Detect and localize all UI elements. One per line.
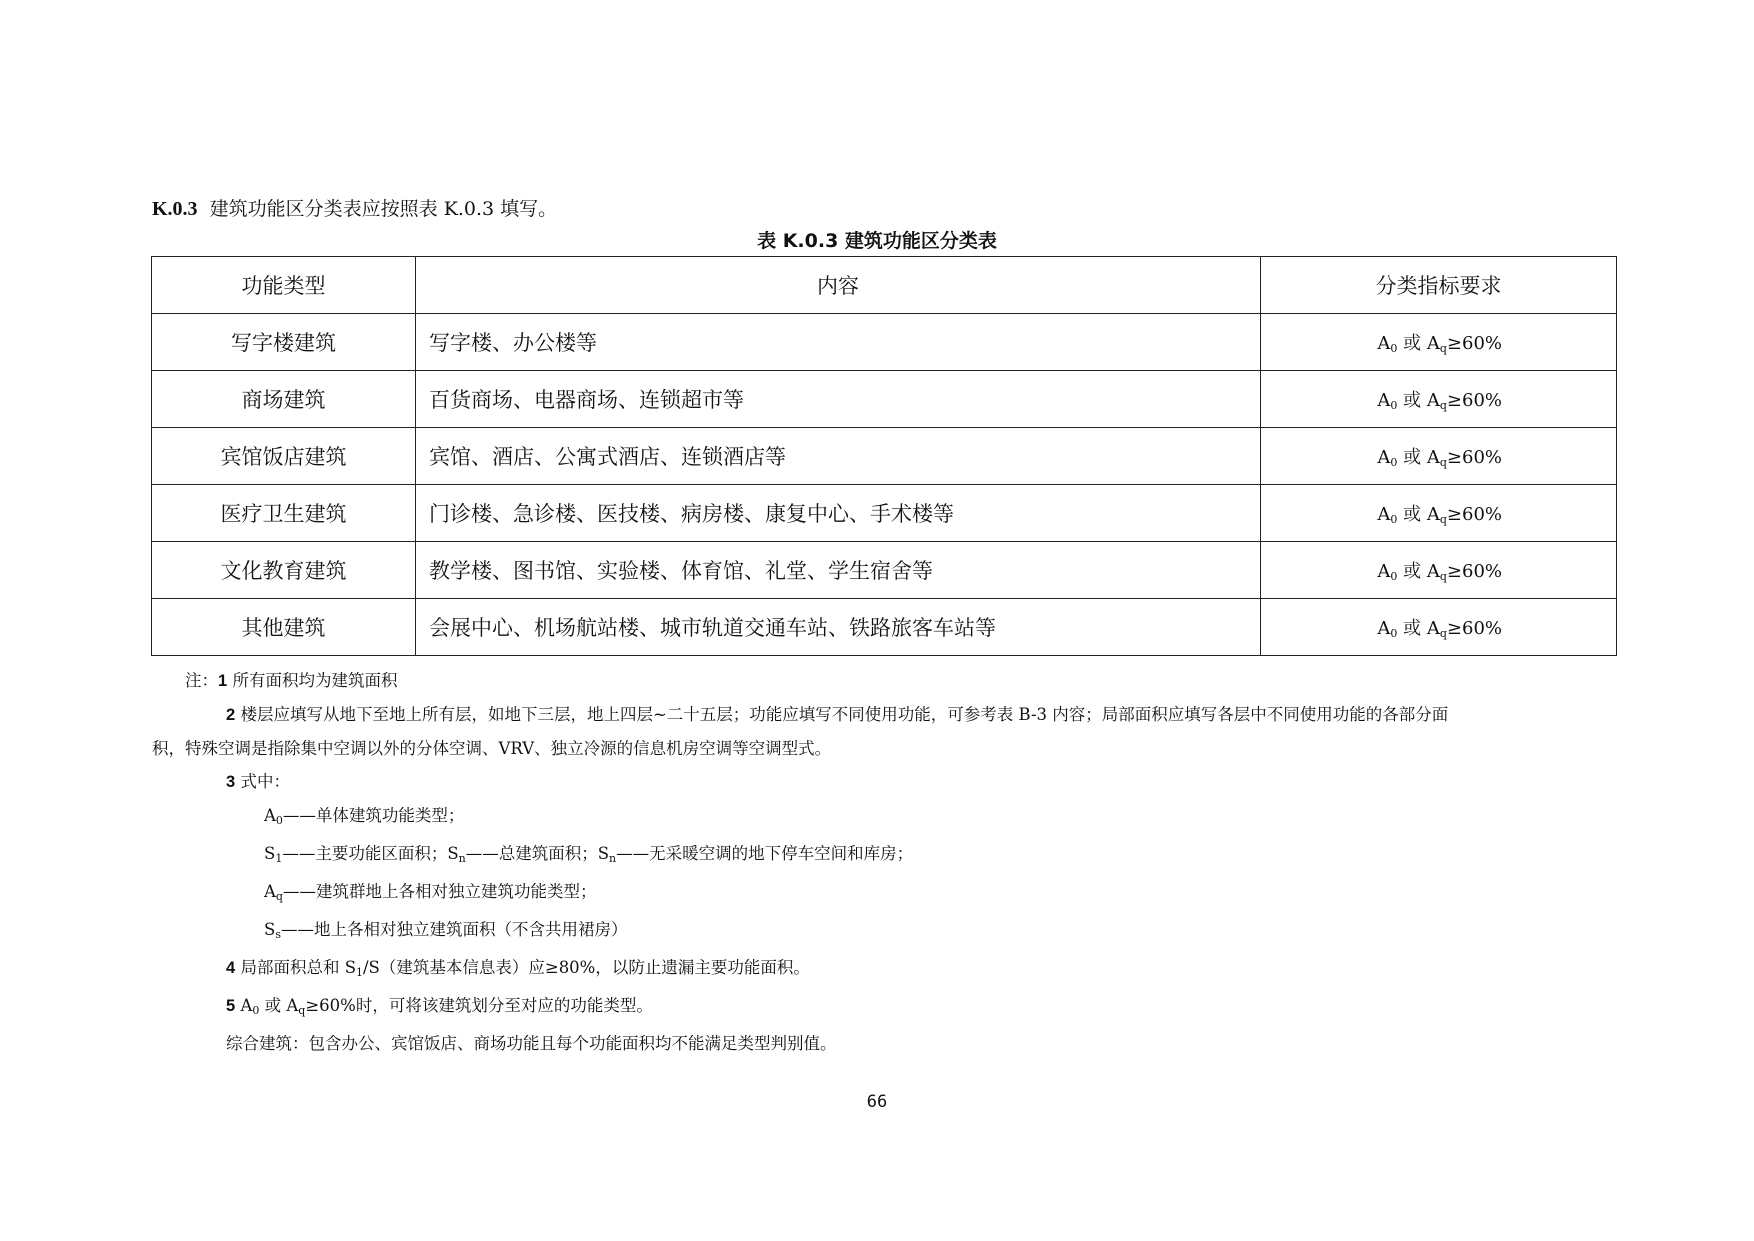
row-content: 写字楼、办公楼等 [416, 314, 1261, 371]
row-content: 会展中心、机场航站楼、城市轨道交通车站、铁路旅客车站等 [416, 599, 1261, 656]
table-row [152, 599, 1617, 656]
table-notes [152, 664, 1622, 1060]
def-aq: $A_q——$建筑群地上各相对独立建筑功能类型； [264, 882, 597, 903]
table-caption: 表 K.0.3 建筑功能区分类表 [757, 230, 997, 252]
page-number: 66 [866, 1092, 888, 1112]
def-s-areas: $S_1——$主要功能区面积；$S_n——$总建筑面积；$S_n——$无采暖空调的地下停车空间和库房； [264, 844, 914, 865]
table-row [152, 314, 1617, 371]
note-composite: 综合建筑：包含办公、宾馆饭店、商场功能且每个功能面积均不能满足类型判别值。 [226, 1034, 837, 1053]
clause-body: 建筑功能区分类表应按照表 K.0.3 填写。 [209, 198, 558, 220]
table-row [152, 485, 1617, 542]
row-content: 百货商场、电器商场、连锁超市等 [416, 371, 1261, 428]
def-a0: $A_0——$单体建筑功能类型； [264, 806, 465, 827]
note-4: 4 局部面积总和 $S_1/S$（建筑基本信息表）应≥80%，以防止遗漏主要功能面积。 [226, 958, 810, 979]
row-type: 医疗卫生建筑 [152, 485, 416, 542]
row-requirement: $A_0$ 或 $A_q\ge 60\%$ [1261, 542, 1617, 599]
row-content: 门诊楼、急诊楼、医技楼、病房楼、康复中心、手术楼等 [416, 485, 1261, 542]
table-row [152, 371, 1617, 428]
row-requirement: $A_0$ 或 $A_q\ge 60\%$ [1261, 428, 1617, 485]
function-classification-table [151, 256, 1617, 656]
header-function-type: 功能类型 [152, 257, 416, 314]
def-sa: $S_s——$地上各相对独立建筑面积（不含共用裙房） [264, 920, 628, 941]
row-type: 其他建筑 [152, 599, 416, 656]
clause-text [152, 194, 557, 221]
row-type: 商场建筑 [152, 371, 416, 428]
table-row [152, 428, 1617, 485]
note-1: 注：1 所有面积均为建筑面积 [185, 671, 398, 690]
row-requirement: $A_0$ 或 $A_q\ge 60\%$ [1261, 485, 1617, 542]
row-requirement: $A_0$ 或 $A_q\ge 60\%$ [1261, 599, 1617, 656]
table-row [152, 542, 1617, 599]
table-header-row [152, 257, 1617, 314]
header-content: 内容 [416, 257, 1261, 314]
row-requirement: $A_0$ 或 $A_q\ge 60\%$ [1261, 371, 1617, 428]
note-2-cont: 积，特殊空调是指除集中空调以外的分体空调、VRV、独立冷源的信息机房空调等空调型式。 [152, 739, 832, 758]
clause-number: K.0.3 [152, 198, 198, 220]
row-type: 宾馆饭店建筑 [152, 428, 416, 485]
row-type: 文化教育建筑 [152, 542, 416, 599]
header-requirement: 分类指标要求 [1261, 257, 1617, 314]
row-type: 写字楼建筑 [152, 314, 416, 371]
row-content: 教学楼、图书馆、实验楼、体育馆、礼堂、学生宿舍等 [416, 542, 1261, 599]
note-3: 3 式中： [226, 772, 290, 791]
note-2: 2 楼层应填写从地下至地上所有层，如地下三层，地上四层~二十五层；功能应填写不同使用功能，可参考表 B-3 内容；局部面积应填写各层中不同使用功能的各部分面 [226, 705, 1449, 724]
row-content: 宾馆、酒店、公寓式酒店、连锁酒店等 [416, 428, 1261, 485]
note-5: 5 $A_0$ 或 $A_q\ge 60\%$时，可将该建筑划分至对应的功能类型。 [226, 996, 653, 1017]
row-requirement: $A_0$ 或 $A_q\ge 60\%$ [1261, 314, 1617, 371]
